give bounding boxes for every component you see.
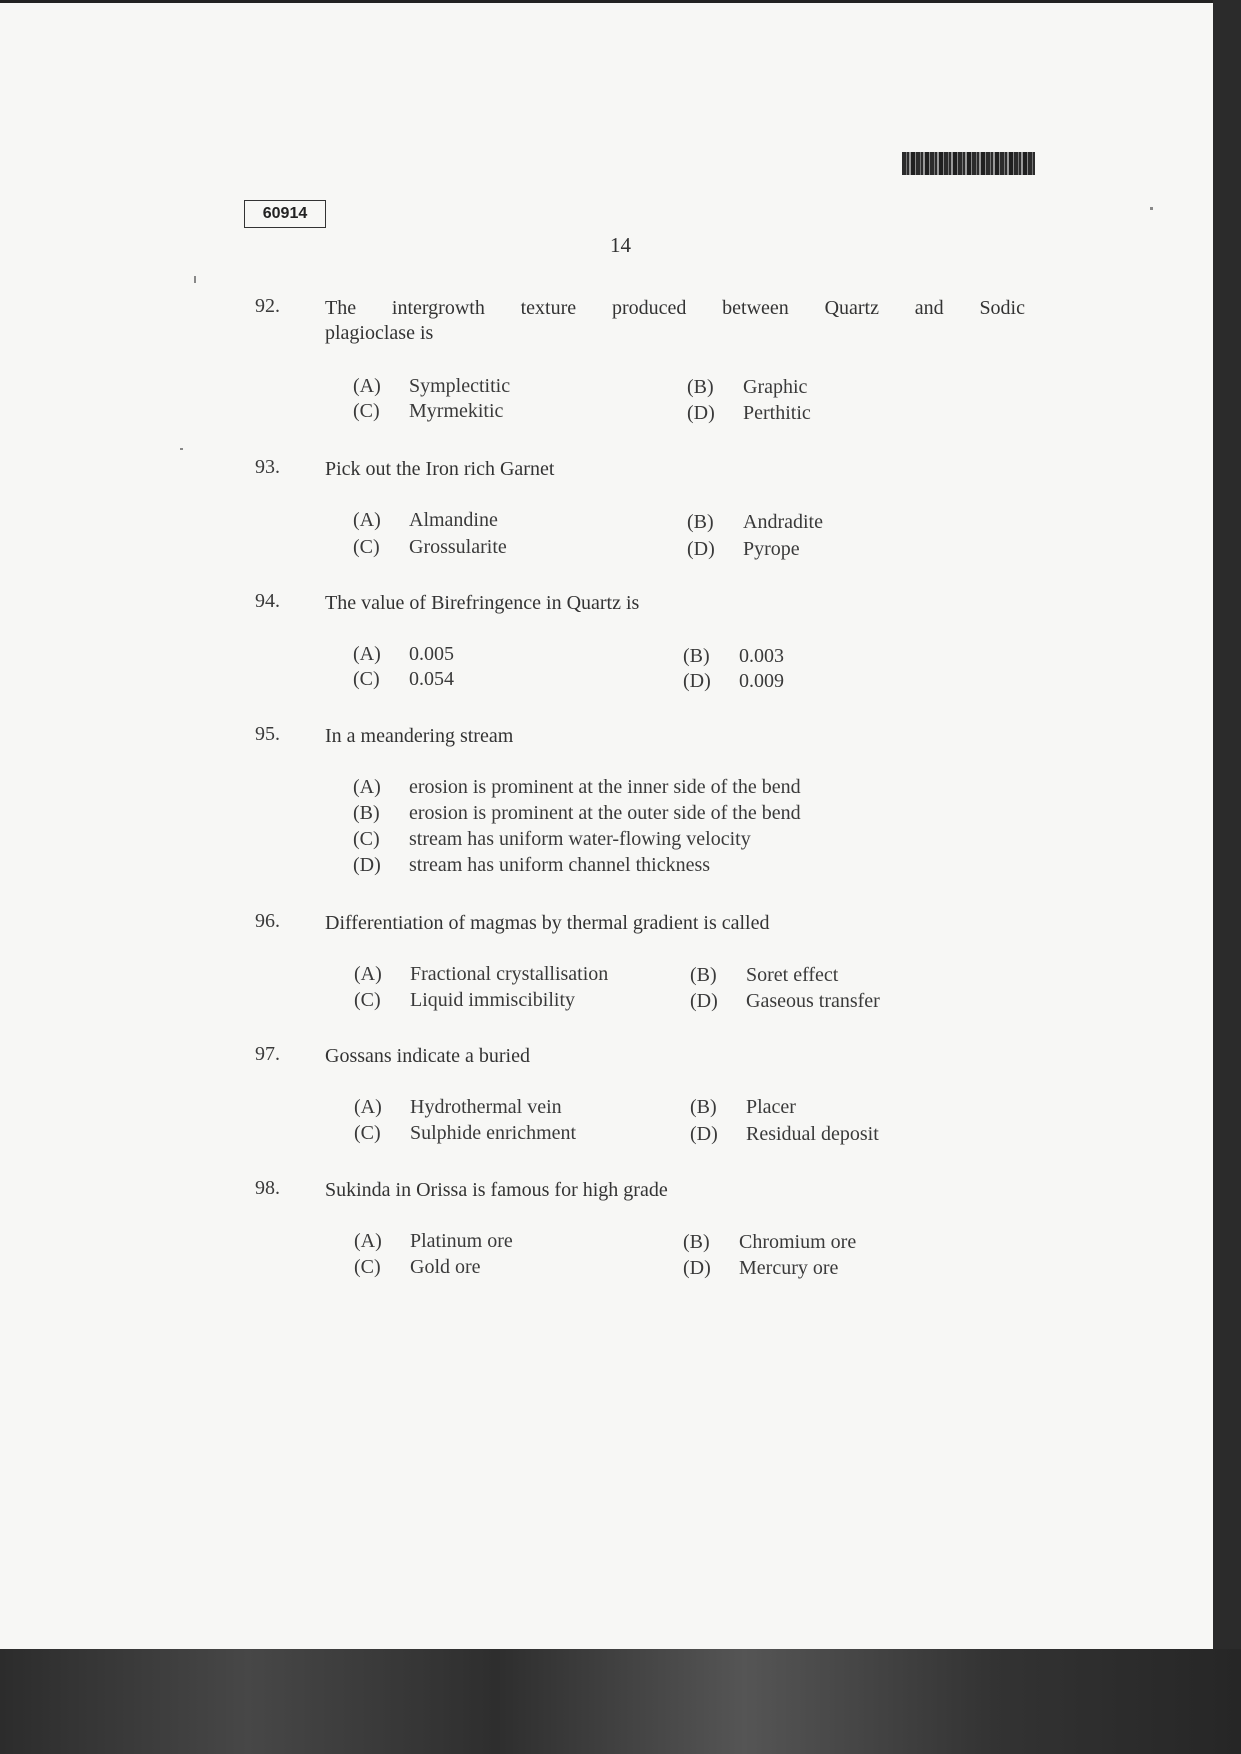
question-94 [255, 590, 1035, 700]
question-text: The value of Birefringence in Quartz is [325, 592, 640, 614]
question-text: Pick out the Iron rich Garnet [325, 458, 555, 480]
option-a [353, 509, 498, 532]
option-text: Placer [746, 1096, 796, 1118]
option-text: 0.054 [409, 668, 454, 690]
option-b [353, 802, 801, 825]
option-text: Almandine [409, 509, 498, 531]
option-text: Fractional crystallisation [410, 963, 609, 985]
option-label: (C) [354, 1122, 381, 1144]
scan-right-edge [1213, 0, 1241, 1649]
option-text: Soret effect [746, 964, 839, 986]
question-text: Differentiation of magmas by thermal gradient is called [325, 912, 770, 934]
option-text: Graphic [743, 376, 808, 398]
option-text: stream has uniform water-flowing velocity [409, 828, 751, 850]
option-text: Gaseous transfer [746, 990, 880, 1012]
option-text: Platinum ore [410, 1230, 513, 1252]
option-b [687, 376, 807, 399]
question-text: Sukinda in Orissa is famous for high grade [325, 1179, 668, 1201]
option-label: (B) [683, 645, 710, 667]
option-label: (C) [353, 536, 380, 558]
option-b [690, 1096, 796, 1119]
option-d [687, 402, 811, 425]
option-label: (C) [354, 1256, 381, 1278]
option-c [354, 1256, 481, 1279]
option-a [354, 1096, 562, 1119]
question-96 [255, 910, 1035, 1020]
option-c [353, 400, 503, 423]
option-label: (C) [353, 400, 380, 422]
option-b [683, 645, 784, 668]
option-label: (D) [683, 670, 711, 692]
question-text-cont: plagioclase is [325, 322, 434, 344]
question-98 [255, 1177, 1035, 1287]
option-text: 0.003 [739, 645, 784, 667]
option-text: Myrmekitic [409, 400, 504, 422]
option-b [683, 1231, 856, 1254]
option-text: Residual deposit [746, 1123, 879, 1145]
option-label: (D) [353, 854, 381, 876]
question-93 [255, 456, 1035, 566]
page-number: 14 [610, 233, 631, 257]
option-label: (B) [687, 376, 714, 398]
option-text: erosion is prominent at the inner side of the bend [409, 776, 801, 798]
option-label: (A) [353, 375, 381, 397]
option-c [354, 989, 575, 1012]
option-a [354, 963, 608, 986]
question-number: 94. [255, 590, 280, 612]
option-label: (D) [687, 402, 715, 424]
option-label: (B) [683, 1231, 710, 1253]
option-label: (A) [354, 963, 382, 985]
scan-speck [1150, 207, 1153, 210]
question-number: 93. [255, 456, 280, 478]
question-number: 95. [255, 723, 280, 745]
option-text: Chromium ore [739, 1231, 857, 1253]
option-c [353, 828, 751, 851]
option-label: (D) [690, 1123, 718, 1145]
option-label: (A) [353, 776, 381, 798]
option-label: (A) [354, 1230, 382, 1252]
option-label: (B) [353, 802, 380, 824]
option-d [353, 854, 710, 877]
scan-speck [194, 276, 196, 283]
option-text: erosion is prominent at the outer side of the bend [409, 802, 801, 824]
option-text: Perthitic [743, 402, 811, 424]
paper-code-box: 60914 [244, 200, 326, 228]
option-a [353, 776, 801, 799]
option-d [690, 1123, 879, 1146]
option-label: (D) [687, 538, 715, 560]
question-number: 97. [255, 1043, 280, 1065]
option-d [683, 1257, 838, 1280]
option-text: Grossularite [409, 536, 507, 558]
option-label: (A) [353, 643, 381, 665]
scan-bottom-edge [0, 1649, 1241, 1754]
option-text: Liquid immiscibility [410, 989, 575, 1011]
option-text: 0.005 [409, 643, 454, 665]
option-a [353, 375, 510, 398]
option-label: (C) [353, 828, 380, 850]
option-label: (D) [683, 1257, 711, 1279]
option-label: (C) [353, 668, 380, 690]
option-label: (D) [690, 990, 718, 1012]
option-label: (A) [353, 509, 381, 531]
question-text: The intergrowth texture produced between Quartz and Sodic [325, 297, 1025, 319]
option-a [353, 643, 454, 666]
option-c [353, 536, 507, 559]
question-number: 98. [255, 1177, 280, 1199]
option-d [687, 538, 800, 561]
option-b [687, 511, 823, 534]
option-c [353, 668, 454, 691]
question-text: Gossans indicate a buried [325, 1045, 530, 1067]
option-label: (B) [690, 1096, 717, 1118]
question-number: 96. [255, 910, 280, 932]
option-c [354, 1122, 576, 1145]
option-label: (B) [687, 511, 714, 533]
barcode-image [902, 152, 1035, 175]
option-text: Gold ore [410, 1256, 481, 1278]
option-label: (C) [354, 989, 381, 1011]
option-b [690, 964, 838, 987]
option-text: Andradite [743, 511, 823, 533]
question-95 [255, 723, 1035, 883]
option-text: Symplectitic [409, 375, 511, 397]
question-number: 92. [255, 295, 280, 317]
option-text: Pyrope [743, 538, 800, 560]
question-text: In a meandering stream [325, 725, 514, 747]
option-label: (A) [354, 1096, 382, 1118]
option-a [354, 1230, 513, 1253]
option-text: Sulphide enrichment [410, 1122, 577, 1144]
option-d [683, 670, 784, 693]
option-text: Mercury ore [739, 1257, 839, 1279]
option-label: (B) [690, 964, 717, 986]
option-d [690, 990, 880, 1013]
question-92 [255, 295, 1035, 435]
option-text: 0.009 [739, 670, 784, 692]
scan-speck [180, 448, 183, 450]
option-text: stream has uniform channel thickness [409, 854, 711, 876]
question-97 [255, 1043, 1035, 1153]
option-text: Hydrothermal vein [410, 1096, 562, 1118]
